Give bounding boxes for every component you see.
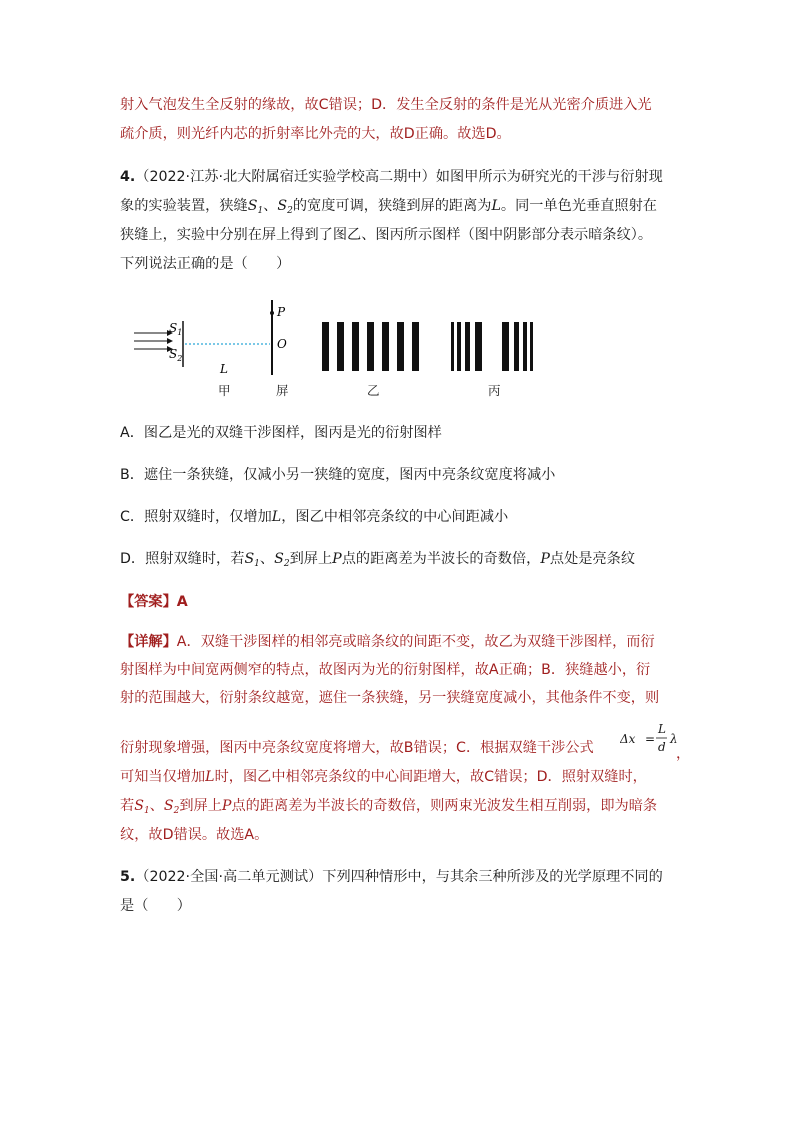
- dark-fringe: [322, 322, 329, 371]
- q5-stem-line-2: 是（ ）: [120, 898, 191, 914]
- dark-fringe: [367, 322, 374, 371]
- dark-fringe: [514, 322, 519, 371]
- q4-stem-fragment: 象的实验装置，狭缝: [120, 198, 248, 214]
- formula-num: L: [658, 722, 666, 736]
- option-a: A．图乙是光的双缝干涉图样，图丙是光的衍射图样: [120, 425, 442, 441]
- var-s1: $S_1$: [134, 798, 150, 816]
- dark-fringe: [337, 322, 344, 371]
- dark-fringe: [451, 322, 454, 371]
- q5-stem-text: 下列四种情形中，与其余三种所涉及的光学原理不同的: [322, 869, 663, 885]
- var-l: L: [271, 509, 282, 525]
- detail-line-5: [120, 767, 647, 787]
- q4-stem-line-4: 下列说法正确的是（ ）: [120, 256, 291, 272]
- option-b: B．遮住一条狭缝，仅减小另一狭缝的宽度，图丙中亮条纹宽度将减小: [120, 467, 556, 483]
- answer-value: A: [176, 594, 188, 610]
- detail-fragment: 可知当仅增加: [120, 769, 206, 785]
- label-ping: 屏: [276, 383, 289, 398]
- formula-fringe-spacing: [620, 718, 710, 762]
- formula-eq: =: [645, 732, 656, 746]
- prev-explanation-line-2: 疏介质，则光纤内芯的折射率比外壳的大，故D正确。故选D。: [120, 126, 511, 142]
- formula-lhs: Δx: [620, 732, 636, 746]
- q4-stem-line-3: 狭缝上，实验中分别在屏上得到了图乙、图丙所示图样（图中阴影部分表示暗条纹）。: [120, 227, 653, 243]
- detail-line-2: 射图样为中间宽两侧窄的特点，故图丙为光的衍射图样，故A正确；B．狭缝越小，衍: [120, 662, 651, 678]
- q4-number: 4.: [120, 169, 136, 185]
- label-p: P: [277, 305, 286, 319]
- detail-fragment: 若: [120, 798, 135, 814]
- experiment-figure: [132, 295, 562, 375]
- detail-label: 【详解】: [120, 634, 177, 650]
- label-o: O: [277, 337, 287, 351]
- prev-explanation-line-1: 射入气泡发生全反射的缘故，故C错误；D．发生全反射的条件是光从光密介质进入光: [120, 97, 652, 113]
- detail-fragment: 到屏上: [179, 798, 222, 814]
- detail-fragment: 时，图乙中相邻亮条纹的中心间距增大，故C错误；D．照射双缝时，: [214, 769, 647, 785]
- formula-lambda: λ: [670, 732, 678, 746]
- q4-stem-fragment: 的宽度可调，狭缝到屏的距离为: [292, 198, 492, 214]
- var-s2: $S_2$: [163, 798, 180, 816]
- detail-line-4: 衍射现象增强，图丙中亮条纹宽度将增大，故B错误；C．根据双缝干涉公式: [120, 740, 594, 756]
- dark-fringe: [502, 322, 509, 371]
- label-s1: $S_1$: [169, 321, 183, 337]
- q4-stem-line-2: [120, 196, 657, 221]
- detail-fragment: 点的距离差为半波长的奇数倍，则两束光波发生相互削弱，即为暗条: [231, 798, 658, 814]
- option-d-fragment: 点的距离差为半波长的奇数倍，: [341, 551, 541, 567]
- pattern-bing: [451, 322, 533, 371]
- dark-fringe: [412, 322, 419, 371]
- answer-label: 【答案】: [120, 594, 177, 610]
- var-p: P: [332, 551, 342, 567]
- label-s2: $S_2$: [169, 347, 183, 363]
- point-p: [270, 311, 274, 315]
- dark-fringe: [523, 322, 527, 371]
- dark-fringe: [382, 322, 389, 371]
- option-d-fragment: 点处是亮条纹: [549, 551, 636, 567]
- var-p: P: [221, 798, 232, 814]
- q4-stem-line-1: [120, 167, 663, 187]
- var-l: L: [491, 198, 501, 214]
- detail-line-3: 射的范围越大，衍射条纹越宽，遮住一条狭缝，另一狭缝宽度减小，其他条件不变，则: [120, 690, 660, 706]
- dark-fringe: [475, 322, 482, 371]
- option-d: [120, 549, 635, 574]
- q4-stem-fragment: 。同一单色光垂直照射在: [500, 198, 657, 214]
- detail-text: A．双缝干涉图样的相邻亮或暗条纹的间距不变，故乙为双缝干涉图样，而衍: [176, 634, 655, 650]
- label-bing: 丙: [488, 383, 501, 398]
- dark-fringe: [352, 322, 359, 371]
- var-s2: $S_2$: [274, 551, 290, 569]
- detail-line-4-end: ，: [676, 746, 691, 762]
- option-d-fragment: D．照射双缝时，若: [120, 551, 245, 567]
- dark-fringe: [397, 322, 404, 371]
- q5-stem-line-1: [120, 867, 663, 887]
- q4-source: （2022·江苏·北大附属宿迁实验学校高二期中）: [135, 169, 436, 185]
- option-d-fragment: 到屏上: [289, 551, 333, 567]
- option-c-fragment: C．照射双缝时，仅增加: [120, 509, 272, 525]
- detail-line-7: 纹，故D错误。故选A。: [120, 827, 269, 843]
- var-l: L: [205, 769, 215, 785]
- answer: [120, 592, 188, 612]
- var-s1: $S_1$: [244, 551, 260, 569]
- detail-line-6: [120, 796, 657, 821]
- var-s1: $S_1$: [247, 198, 264, 216]
- q4-stem-text: 如图甲所示为研究光的干涉与衍射现: [435, 169, 663, 185]
- var-p: P: [540, 551, 550, 567]
- label-jia-text: 甲: [218, 383, 231, 398]
- q5-number: 5.: [120, 869, 136, 885]
- label-l: L: [220, 362, 228, 375]
- separator: 、: [259, 551, 275, 567]
- pattern-yi: [322, 322, 419, 371]
- dark-fringe: [465, 322, 470, 371]
- separator: 、: [149, 798, 164, 814]
- option-c-fragment: ，图乙中相邻亮条纹的中心间距减小: [281, 509, 509, 525]
- dark-fringe: [457, 322, 461, 371]
- var-s2: $S_2$: [277, 198, 293, 216]
- separator: 、: [263, 198, 278, 214]
- q5-source: （2022·全国·高二单元测试）: [135, 869, 323, 885]
- label-yi: 乙: [367, 383, 380, 398]
- detail-line-1: [120, 632, 655, 652]
- option-c: [120, 507, 508, 527]
- formula-den: d: [658, 740, 666, 754]
- dark-fringe: [530, 322, 533, 371]
